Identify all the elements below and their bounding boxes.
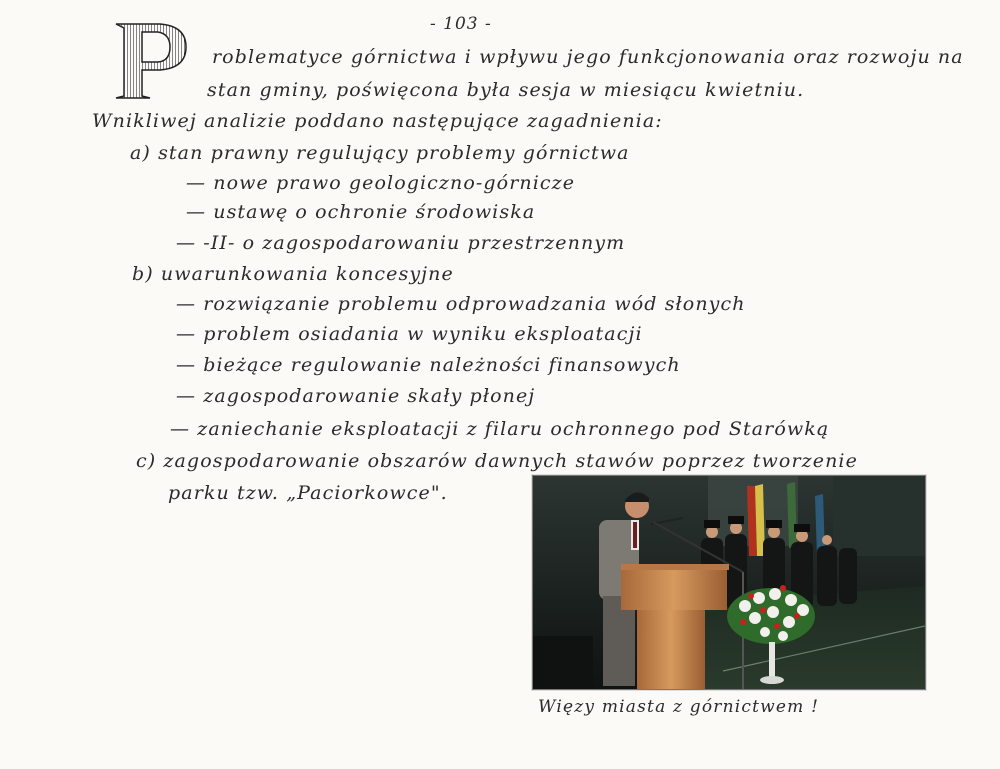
text-line-1: roblematyce górnictwa i wpływu jego funkcjonowania oraz rozwoju na <box>212 46 964 68</box>
text-line-2: stan gminy, poświęcona była sesja w miesiącu kwietniu. <box>207 79 805 101</box>
page-number: - 103 - <box>430 14 492 34</box>
section-b-item-1: — rozwiązanie problemu odprowadzania wód słonych <box>176 293 746 315</box>
section-c-heading: c) zagospodarowanie obszarów dawnych stawów poprzez tworzenie <box>136 450 858 472</box>
section-b-item-5: — zaniechanie eksploatacji z filaru ochronnego pod Starówką <box>170 418 830 440</box>
section-a-item-1: — nowe prawo geologiczno-górnicze <box>186 172 576 194</box>
text-line-3: Wnikliwej analizie poddano następujące zagadnienia: <box>92 110 663 132</box>
section-c-continuation: parku tzw. „Paciorkowce". <box>168 482 448 504</box>
section-a-heading: a) stan prawny regulujący problemy górnictwa <box>130 142 630 164</box>
section-b-heading: b) uwarunkowania koncesyjne <box>132 263 454 285</box>
decorative-initial <box>112 20 190 102</box>
initial-letter-text: P <box>151 80 152 81</box>
event-photo <box>532 475 926 690</box>
section-a-item-3: — -II- o zagospodarowaniu przestrzennym <box>176 232 626 254</box>
section-b-item-4: — zagospodarowanie skały płonej <box>176 385 536 407</box>
section-a-item-2: — ustawę o ochronie środowiska <box>186 201 536 223</box>
photo-caption: Więzy miasta z górnictwem ! <box>538 697 820 717</box>
section-b-item-2: — problem osiadania w wyniku eksploatacji <box>176 323 643 345</box>
section-b-item-3: — bieżące regulowanie należności finansowych <box>176 354 681 376</box>
